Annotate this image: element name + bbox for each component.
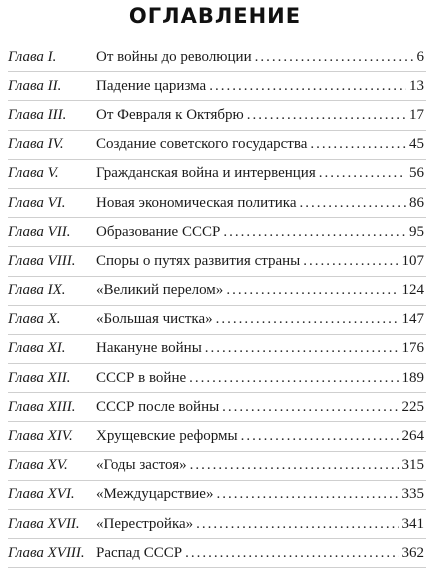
dot-leader xyxy=(209,78,406,95)
page-number: 341 xyxy=(401,515,424,532)
page-number: 17 xyxy=(409,106,424,123)
dot-leader xyxy=(196,516,398,533)
dot-leader xyxy=(319,165,406,182)
chapter-label: Глава I. xyxy=(8,48,57,65)
chapter-title: Новая экономическая политика xyxy=(96,194,297,211)
chapter-label: Глава XI. xyxy=(8,340,66,357)
chapter-label: Глава IV. xyxy=(8,136,64,153)
chapter-label: Глава VI. xyxy=(8,194,66,211)
page-number: 13 xyxy=(409,77,424,94)
page-number: 45 xyxy=(409,136,424,153)
chapter-title: От войны до революции xyxy=(96,48,252,65)
toc-entry[interactable] xyxy=(8,247,426,276)
chapter-label: Глава VII. xyxy=(8,223,71,240)
chapter-title: Споры о путях развития страны xyxy=(96,252,301,269)
toc-entry[interactable] xyxy=(8,72,426,101)
chapter-title: Хрущевские реформы xyxy=(96,428,238,445)
page-number: 335 xyxy=(401,486,424,503)
dot-leader xyxy=(185,545,398,562)
chapter-title: Распад СССР xyxy=(96,544,183,561)
chapter-label: Глава XVII. xyxy=(8,515,80,532)
chapter-label: Глава X. xyxy=(8,311,61,328)
chapter-title: От Февраля к Октябрю xyxy=(96,106,244,123)
toc-entry[interactable] xyxy=(8,160,426,189)
toc-entry[interactable] xyxy=(8,43,426,72)
chapter-title: «Междуцарствие» xyxy=(96,486,214,503)
chapter-title: «Годы застоя» xyxy=(96,457,187,474)
toc-entry[interactable] xyxy=(8,452,426,481)
dot-leader xyxy=(223,224,406,241)
chapter-label: Глава XVI. xyxy=(8,486,75,503)
chapter-label: Глава XIII. xyxy=(8,398,76,415)
chapter-label: Глава III. xyxy=(8,106,67,123)
chapter-label: Глава V. xyxy=(8,165,59,182)
dot-leader xyxy=(205,340,399,357)
dot-leader xyxy=(226,282,398,299)
page-number: 124 xyxy=(401,282,424,299)
chapter-label: Глава II. xyxy=(8,77,62,94)
toc-entry[interactable] xyxy=(8,101,426,130)
page-number: 176 xyxy=(401,340,424,357)
dot-leader xyxy=(241,428,399,445)
chapter-label: Глава XII. xyxy=(8,369,71,386)
toc-entry[interactable] xyxy=(8,335,426,364)
page-number: 264 xyxy=(401,428,424,445)
chapter-title: Накануне войны xyxy=(96,340,202,357)
chapter-title: «Большая чистка» xyxy=(96,311,213,328)
dot-leader xyxy=(216,486,398,503)
page-number: 225 xyxy=(401,398,424,415)
page-title: ОГЛАВЛЕНИЕ xyxy=(128,4,302,28)
dot-leader xyxy=(255,49,414,66)
chapter-title: СССР в войне xyxy=(96,369,187,386)
toc-entry[interactable] xyxy=(8,393,426,422)
toc-list xyxy=(8,43,426,568)
toc-entry[interactable] xyxy=(8,510,426,539)
chapter-title: Образование СССР xyxy=(96,223,221,240)
chapter-title: Создание советского государства xyxy=(96,136,308,153)
page-number: 315 xyxy=(401,457,424,474)
page-number: 362 xyxy=(401,544,424,561)
chapter-label: Глава VIII. xyxy=(8,252,76,269)
toc-entry[interactable] xyxy=(8,189,426,218)
toc-entry[interactable] xyxy=(8,277,426,306)
chapter-title: Гражданская война и интервенция xyxy=(96,165,316,182)
page-number: 147 xyxy=(401,311,424,328)
page-number: 56 xyxy=(409,165,424,182)
chapter-label: Глава XIV. xyxy=(8,428,73,445)
toc-entry[interactable] xyxy=(8,306,426,335)
toc-entry[interactable] xyxy=(8,422,426,451)
chapter-label: Глава XVIII. xyxy=(8,544,85,561)
chapter-title: «Великий перелом» xyxy=(96,282,224,299)
page-number: 95 xyxy=(409,223,424,240)
chapter-title: СССР после войны xyxy=(96,398,220,415)
chapter-label: Глава XV. xyxy=(8,457,68,474)
dot-leader xyxy=(190,457,399,474)
page-number: 86 xyxy=(409,194,424,211)
page-number: 189 xyxy=(401,369,424,386)
toc-entry[interactable] xyxy=(8,539,426,568)
chapter-title: Падение царизма xyxy=(96,77,207,94)
dot-leader xyxy=(303,253,398,270)
toc-entry[interactable] xyxy=(8,364,426,393)
toc-entry[interactable] xyxy=(8,218,426,247)
chapter-title: «Перестройка» xyxy=(96,515,194,532)
dot-leader xyxy=(300,195,407,212)
page-number: 107 xyxy=(401,252,424,269)
toc-entry[interactable] xyxy=(8,131,426,160)
chapter-label: Глава IX. xyxy=(8,282,66,299)
dot-leader xyxy=(310,136,406,153)
dot-leader xyxy=(247,107,406,124)
dot-leader xyxy=(189,370,398,387)
dot-leader xyxy=(222,399,398,416)
toc-entry[interactable] xyxy=(8,481,426,510)
page-number: 6 xyxy=(416,48,424,65)
dot-leader xyxy=(216,311,399,328)
